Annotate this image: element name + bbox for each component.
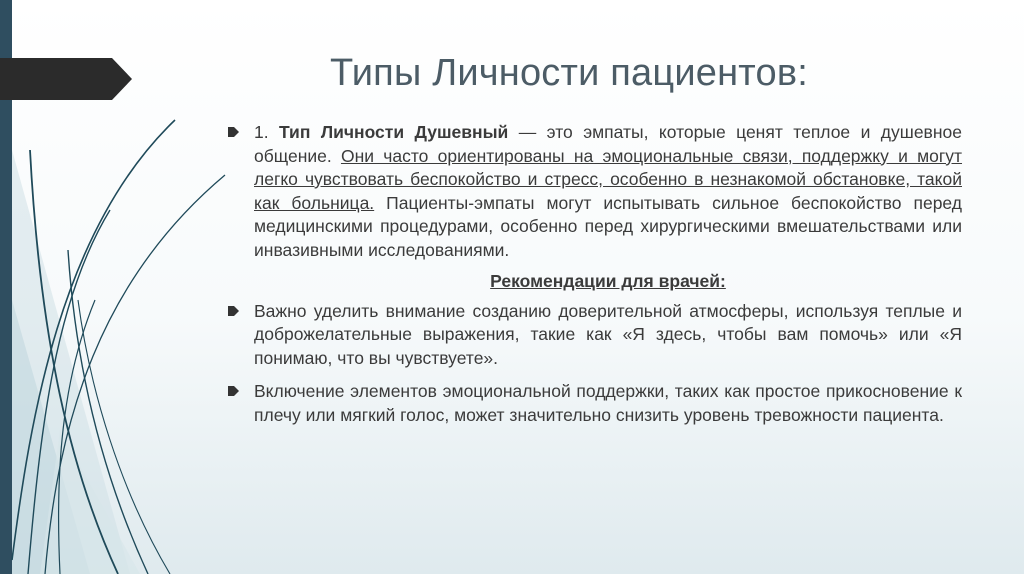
recommendation-text: Важно уделить внимание созданию доверительной атмосферы, используя теплые и доброжелательные выражения, такие как «Я здесь, чтобы вам помочь» или «Я понимаю, что вы чувствуете». bbox=[254, 300, 962, 368]
arrow-bullet-icon bbox=[228, 305, 240, 317]
item-number: 1. bbox=[254, 122, 280, 142]
list-item bbox=[228, 121, 962, 262]
arrow-bullet-icon bbox=[228, 126, 240, 138]
personality-type-name: Тип Личности Душевный bbox=[279, 122, 509, 142]
arrow-bullet-icon bbox=[228, 385, 240, 397]
item-underlined-text: Они часто ориентированы на эмоциональные связи, поддержку и могут легко чувствовать беспокойство и стресс, особенно в незнакомой обстановке, такой как больница. bbox=[254, 145, 963, 213]
recommendations-heading: Рекомендации для врачей: bbox=[490, 271, 726, 291]
slide-content bbox=[228, 121, 962, 427]
slide-title: Типы Личности пациентов: bbox=[330, 52, 808, 94]
item-rest-text: Пациенты-эмпаты могут испытывать сильное беспокойство перед медицинскими процедурами, особенно перед хирургическими вмешательствами или инвазивными исследованиями. bbox=[254, 192, 962, 260]
recommendation-text: Включение элементов эмоциональной поддержки, таких как простое прикосновение к плечу или мягкий голос, может значительно снизить уровень тревожности пациента. bbox=[254, 381, 962, 425]
item-lead-text: — это эмпаты, которые ценят теплое и душевное общение. bbox=[254, 122, 962, 166]
title-tab-shape bbox=[0, 58, 132, 100]
list-item bbox=[228, 300, 962, 371]
list-item bbox=[228, 380, 962, 427]
